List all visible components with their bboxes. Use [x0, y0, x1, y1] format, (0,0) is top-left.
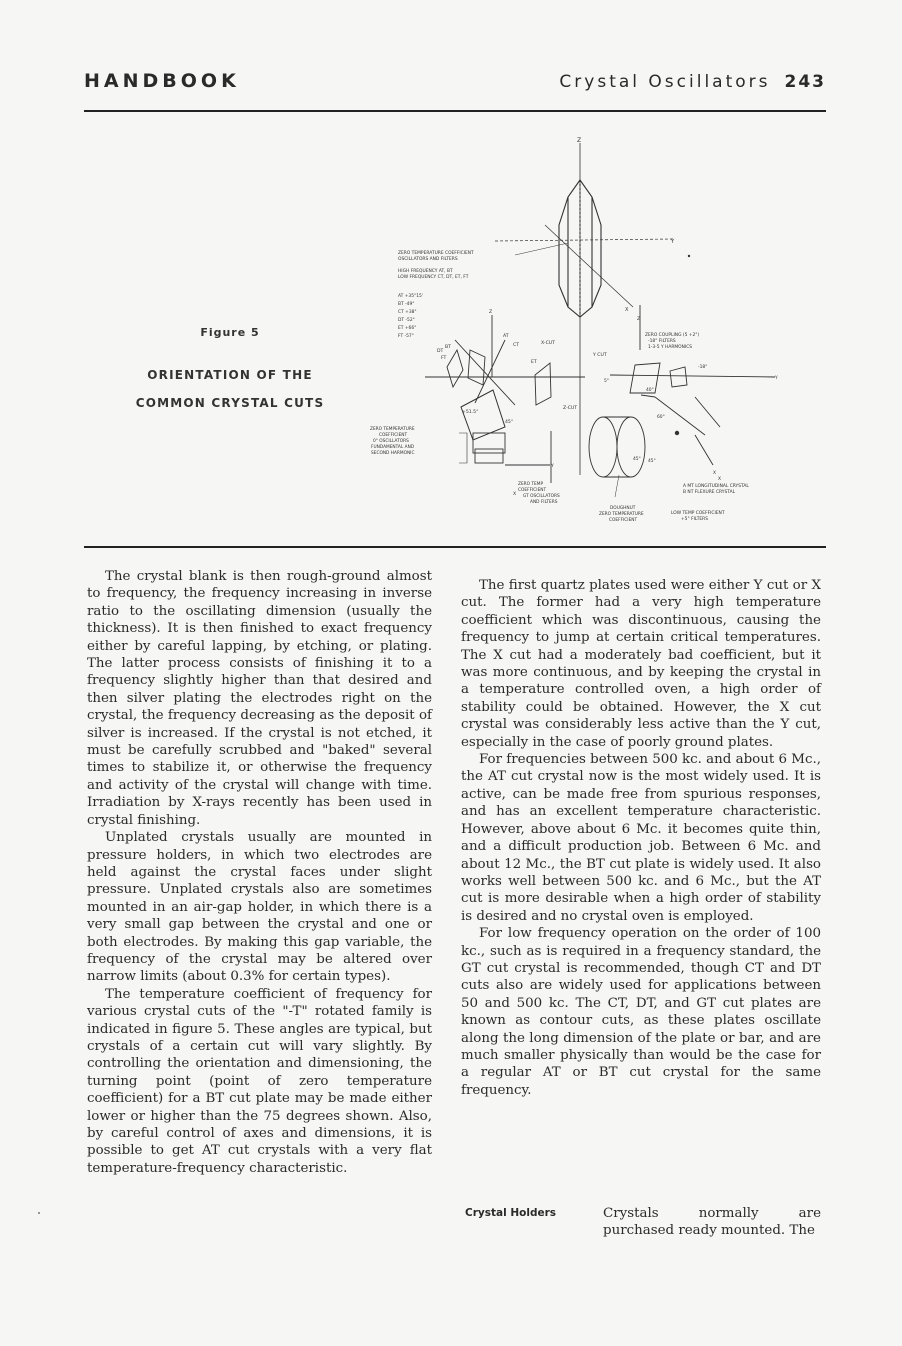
- label-high-freq: HIGH FREQUENCY AT, BT: [398, 269, 453, 274]
- label-zt-gt-4: AND FILTERS: [530, 500, 558, 505]
- label-dough-1: DOUGHNUT: [610, 506, 636, 511]
- label-x-axis: X: [625, 307, 629, 313]
- dot-marker: [688, 255, 690, 257]
- crystal-holders-section: [461, 1205, 821, 1240]
- label-zt-gt-3: GT OSCILLATORS: [523, 494, 560, 499]
- label-low-temp-2: +5° FILTERS: [681, 517, 709, 522]
- label-zero-temp-1: ZERO TEMPERATURE COEFFICIENT: [398, 251, 474, 256]
- figure-title-line2: COMMON CRYSTAL CUTS: [135, 396, 325, 410]
- page-number: 243: [784, 72, 826, 92]
- right-column: [461, 577, 821, 1099]
- label-low-temp-1: LOW TEMP COEFFICIENT: [671, 511, 725, 516]
- label-mt-2: B NT FLEXURE CRYSTAL: [683, 490, 736, 495]
- label-x-right: X: [713, 471, 717, 476]
- label-5deg: 5°: [604, 379, 609, 384]
- label-45: 45°: [505, 420, 514, 425]
- label-60deg: 60°: [657, 415, 665, 420]
- label-ct: CT: [513, 343, 520, 348]
- doughnut-crystal-icon: [589, 417, 645, 477]
- label-51: +51.5°: [462, 410, 479, 415]
- label-zt-left-2: COEFFICIENT: [379, 433, 408, 438]
- paragraph: For low frequency operation on the order of 100 kc., such as is required in a frequency standard, the GT cut crystal is recommended, though CT and DT cuts also are widely used for applications between 50 and 500 kc. The CT, DT, and GT cut plates are known as contour cuts, as these plates oscillate along the long dimension of the plate or bar, and are much smaller physically than would be the case for a regular AT or BT cut crystal for the same frequency.: [461, 926, 821, 1098]
- label-45deg-b: 45°: [648, 459, 656, 464]
- speck: [38, 1212, 40, 1214]
- right-cuts-cluster: [610, 305, 775, 465]
- section-title: Crystal Oscillators: [559, 72, 771, 92]
- paragraph: Unplated crystals usually are mounted in pressure holders, in which two electrodes are held against the crystal faces under slight pressure. Unplated crystals also are sometimes mounted in an air-gap holder, in which there is a very small gap between the crystal and one or both electrodes. By making this gap variable, the frequency of the crystal may be altered over narrow limits (about 0.3% for certain types).: [87, 830, 432, 985]
- label-x-cut: X-CUT: [541, 341, 555, 346]
- label-x-low: X: [513, 492, 517, 497]
- running-head-right: [559, 72, 826, 92]
- label-z-cut: Z-CUT: [563, 406, 578, 411]
- section-heading: Crystal Holders: [465, 1207, 557, 1219]
- label-angle-et: ET +66°: [398, 326, 417, 331]
- label-zt-gt-1: ZERO TEMP: [518, 482, 544, 487]
- paragraph: For frequencies between 500 kc. and about 6 Mc., the AT cut crystal now is the most widely used. It is active, can be made free from spurious responses, and has an excellent temperature characteristic. However, above about 6 Mc. it becomes quite thin, and a difficult production job. Between 6 Mc. and about 12 Mc., the BT cut plate is widely used. It also works well between 500 kc. and 6 Mc., but the AT cut is more desirable when a high order of stability is desired and no crystal oven is employed.: [461, 752, 821, 924]
- label-bt: BT: [445, 345, 451, 350]
- paragraph: Crystals normally are purchased ready mounted. The: [603, 1206, 821, 1239]
- label-zero-temp-2: OSCILLATORS AND FILTERS: [398, 257, 458, 262]
- label-dough-2: ZERO TEMPERATURE: [599, 512, 644, 517]
- label-zt-gt-2: COEFFICIENT: [518, 488, 547, 493]
- rotated-cuts-cluster: [425, 315, 585, 483]
- label-zero-coupling-3: 1-3-5 Y HARMONICS: [648, 345, 693, 350]
- y-axis-line: [495, 239, 673, 241]
- label-zt-left-3: 0° OSCILLATORS: [373, 439, 409, 444]
- label-zero-coupling-1: ZERO COUPLING (5 +2°): [645, 333, 700, 338]
- label-angle-ft: FT -57°: [398, 334, 414, 339]
- label-angle-ct: CT +38°: [398, 310, 417, 315]
- label-zero-coupling-2: -18° FILTERS: [648, 339, 676, 344]
- label-z-right: Z: [637, 317, 641, 322]
- label-x-low2: X: [718, 477, 722, 482]
- label-y-right: Y: [775, 376, 778, 381]
- left-column: [87, 568, 432, 1177]
- label-z-mid: Z: [489, 310, 493, 315]
- label-z-top: Z: [577, 137, 582, 144]
- paragraph: The crystal blank is then rough-ground almost to frequency, the frequency increasing in inverse ratio to the oscillating dimension (usually the thickness). It is then finished to exact frequency either by careful lapping, by etching, or plating. The latter process consists of finishing it to a frequency slightly higher than that desired and then silver plating the electrodes right on the crystal, the frequency decreasing as the deposit of silver is increased. If the crystal is not etched, it must be carefully scrubbed and "baked" several times to stabilize it, or otherwise the frequency and activity of the crystal will change with time. Irradiation by X-rays recently has been used in crystal finishing.: [87, 569, 432, 828]
- running-head-left: HANDBOOK: [84, 70, 240, 92]
- label-40deg: 40°: [646, 388, 654, 393]
- x-axis-line: [545, 225, 633, 307]
- label-angle-dt: DT -52°: [398, 318, 415, 323]
- figure-rule: [84, 546, 826, 548]
- label-45deg-c: 45°: [633, 457, 641, 462]
- crystal-cuts-diagram: [355, 135, 805, 545]
- label-at: AT: [503, 334, 509, 339]
- label-zt-left-4: FUNDAMENTAL AND: [371, 445, 415, 450]
- label-et: ET: [531, 360, 537, 365]
- quartz-crystal-icon: [559, 180, 601, 317]
- label-y-low: Y: [551, 464, 554, 469]
- label-y-top: Y: [671, 239, 675, 245]
- figure-number: Figure 5: [200, 326, 260, 339]
- label-minus18: -18°: [698, 365, 708, 370]
- paragraph: The first quartz plates used were either Y cut or X cut. The former had a very high temperature coefficient which was discontinuous, causing the frequency to jump at certain critical temperatures. The X cut had a moderately bad coefficient, but it was more continuous, and by keeping the crystal in a temperature controlled oven, a high order of stability could be obtained. However, the X cut crystal was considerably less active than the Y cut, especially in the case of poorly ground plates.: [461, 578, 821, 750]
- paragraph: The temperature coefficient of frequency for various crystal cuts of the "-T" rotated family is indicated in figure 5. These angles are typical, but crystals of a certain cut will vary slightly. By controlling the orientation and dimensioning, the turning point (point of zero temperature coefficient) for a BT cut plate may be made either lower or higher than the 75 degrees shown. Also, by careful control of axes and dimensions, it is possible to get AT cut crystals with a very flat temperature-frequency characteristic.: [87, 986, 432, 1176]
- label-dt: DT: [437, 349, 444, 354]
- label-ft: FT: [441, 356, 447, 361]
- label-mt-1: A MT LONGITUDINAL CRYSTAL: [683, 484, 749, 489]
- label-low-freq: LOW FREQUENCY CT, DT, ET, FT: [398, 275, 469, 280]
- label-y-cut: Y CUT: [593, 353, 607, 358]
- label-zt-left-1: ZERO TEMPERATURE: [370, 427, 415, 432]
- dot-marker: [675, 431, 679, 435]
- label-angle-at: AT +35°15': [398, 294, 423, 299]
- figure-title-line1: ORIENTATION OF THE: [147, 368, 313, 382]
- header-rule: [84, 110, 826, 112]
- label-zt-left-5: SECOND HARMONIC: [371, 451, 415, 456]
- label-angle-bt: BT -49°: [398, 302, 415, 307]
- label-dough-3: COEFFICIENT: [609, 518, 638, 523]
